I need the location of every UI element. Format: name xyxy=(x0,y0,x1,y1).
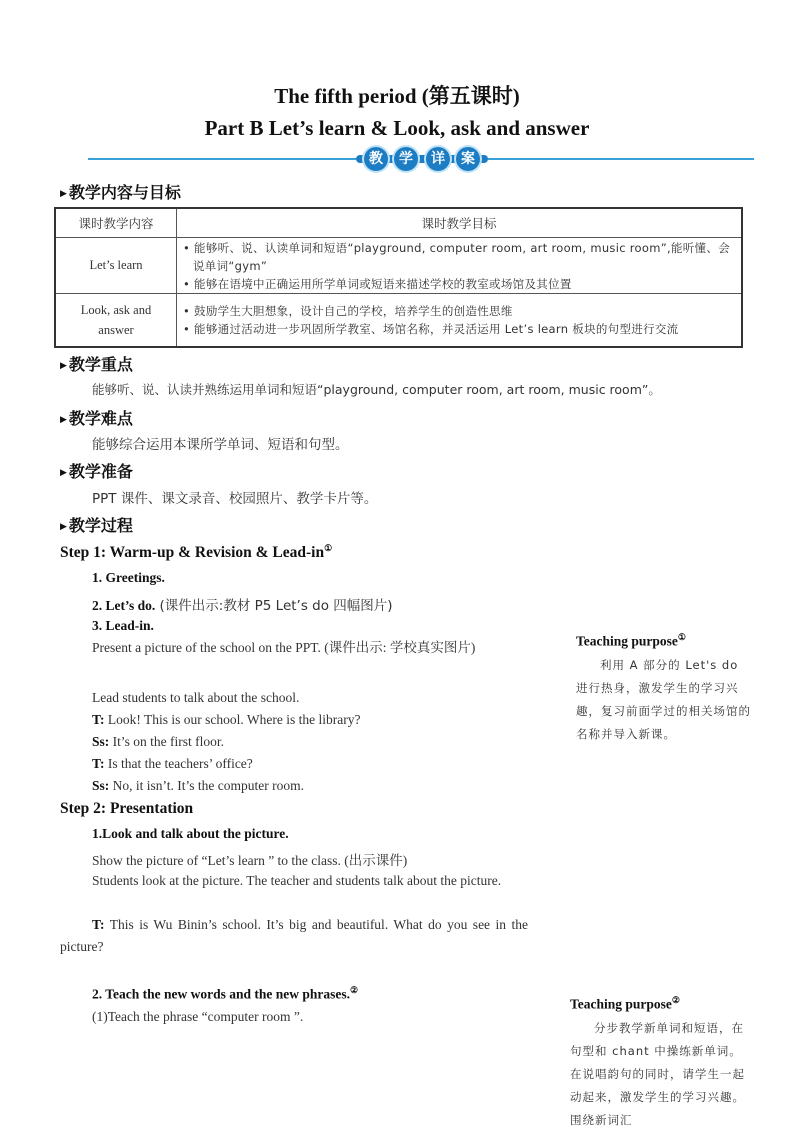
step1-item-lead-in: 3. Lead-in. xyxy=(92,618,154,633)
preparation-text: PPT 课件、课文录音、校园照片、教学卡片等。 xyxy=(92,491,378,507)
step1-item-lets-do: 2. Let’s do. (课件出示:教材 P5 Let’s do 四幅图片) xyxy=(92,598,393,614)
goal-item: • 能够通过活动进一步巩固所学教室、场馆名称，并灵活运用 Let’s learn 板块的句型进行交流 xyxy=(183,322,679,336)
goal-item: • 能够听、说、认读单词和短语“playground, computer room, art room, music room”,能听懂、会说单词“gym” xyxy=(183,240,730,273)
banner-char: 教 xyxy=(364,147,388,171)
dialogue-line: T: Is that the teachers’ office? xyxy=(92,756,253,771)
table-row xyxy=(55,238,742,294)
banner-line-right xyxy=(488,158,754,160)
table-header-row xyxy=(55,208,742,238)
step1-lead-text: Lead students to talk about the school. xyxy=(92,690,300,705)
step2-show-text: Show the picture of “Let’s learn ” to the class. (出示课件) xyxy=(92,853,408,868)
teaching-purpose-text: 利用 A 部分的 Let's do 进行热身，激发学生的学习兴趣，复习前面学过的相关场馆的名称并导入新课。 xyxy=(576,657,751,741)
dialogue-line: T: Look! This is our school. Where is the library? xyxy=(92,712,361,727)
table-cell-content: Let’s learn xyxy=(55,238,177,294)
section-heading-content-goals: ▶ 教学内容与目标 xyxy=(60,183,181,202)
table-cell-goals xyxy=(177,238,743,294)
table-header-content: 课时教学内容 xyxy=(55,208,177,238)
step1-present-text: Present a picture of the school on the PPT. (课件出示: 学校真实图片) xyxy=(92,640,476,655)
key-points-text: 能够听、说、认读并熟练运用单词和短语“playground, computer room, art room, music room”。 xyxy=(92,382,661,397)
section-heading-preparation: ▶ 教学准备 xyxy=(60,462,133,481)
goals-table xyxy=(54,207,743,348)
bullet-arrow-icon: ▶ xyxy=(60,361,67,371)
bullet-arrow-icon: ▶ xyxy=(60,415,67,425)
teaching-purpose-heading: Teaching purpose② xyxy=(570,995,680,1012)
goal-item: • 鼓励学生大胆想象，设计自己的学校，培养学生的创造性思维 xyxy=(183,304,513,318)
table-header-goals: 课时教学目标 xyxy=(177,208,743,238)
banner-pill xyxy=(356,147,488,171)
teaching-purpose-heading: Teaching purpose① xyxy=(576,632,686,649)
section-banner xyxy=(88,146,754,176)
step2-title: Step 2: Presentation xyxy=(60,800,194,817)
step2-teacher-line: T: This is Wu Binin’s school. It’s big and beautiful. What do you see in the picture? xyxy=(60,917,528,954)
difficulties-text: 能够综合运用本课所学单词、短语和句型。 xyxy=(92,437,349,453)
banner-line-left xyxy=(88,158,356,160)
page-title: The fifth period (第五课时) xyxy=(274,84,520,108)
table-row xyxy=(55,294,742,348)
step2-teach-phrase: (1)Teach the phrase “computer room ”. xyxy=(92,1009,304,1024)
dialogue-line: Ss: No, it isn’t. It’s the computer room. xyxy=(92,778,304,793)
section-heading-difficulties: ▶ 教学难点 xyxy=(60,409,133,428)
page-subtitle: Part B Let’s learn & Look, ask and answer xyxy=(204,116,590,140)
table-cell-goals xyxy=(177,294,743,348)
teaching-purpose-box xyxy=(576,632,754,746)
section-heading-process: ▶ 教学过程 xyxy=(60,516,133,535)
step1-title: Step 1: Warm-up & Revision & Lead-in① xyxy=(60,543,333,562)
banner-char: 案 xyxy=(456,147,480,171)
banner-char: 详 xyxy=(426,147,450,171)
bullet-arrow-icon: ▶ xyxy=(60,522,67,532)
section-heading-key-points: ▶ 教学重点 xyxy=(60,355,133,374)
teaching-purpose-box xyxy=(570,995,748,1132)
step1-item-greetings: 1. Greetings. xyxy=(92,570,165,585)
step2-item-teach: 2. Teach the new words and the new phrases.② xyxy=(92,985,359,1002)
step2-students-text: Students look at the picture. The teacher and students talk about the picture. xyxy=(92,873,502,888)
step2-item-look-talk: 1.Look and talk about the picture. xyxy=(92,826,289,841)
teaching-purpose-text: 分步教学新单词和短语，在句型和 chant 中操练新单词。在说唱韵句的同时，请学生一起动起来，激发学生的学习兴趣。围绕新词汇 xyxy=(570,1020,745,1127)
banner-char: 学 xyxy=(394,147,418,171)
dialogue-line: Ss: It’s on the first floor. xyxy=(92,734,225,749)
bullet-arrow-icon: ▶ xyxy=(60,189,67,199)
bullet-arrow-icon: ▶ xyxy=(60,468,67,478)
goal-item: • 能够在语境中正确运用所学单词或短语来描述学校的教室或场馆及其位置 xyxy=(183,276,572,291)
table-cell-content: Look, ask and answer xyxy=(55,294,177,348)
